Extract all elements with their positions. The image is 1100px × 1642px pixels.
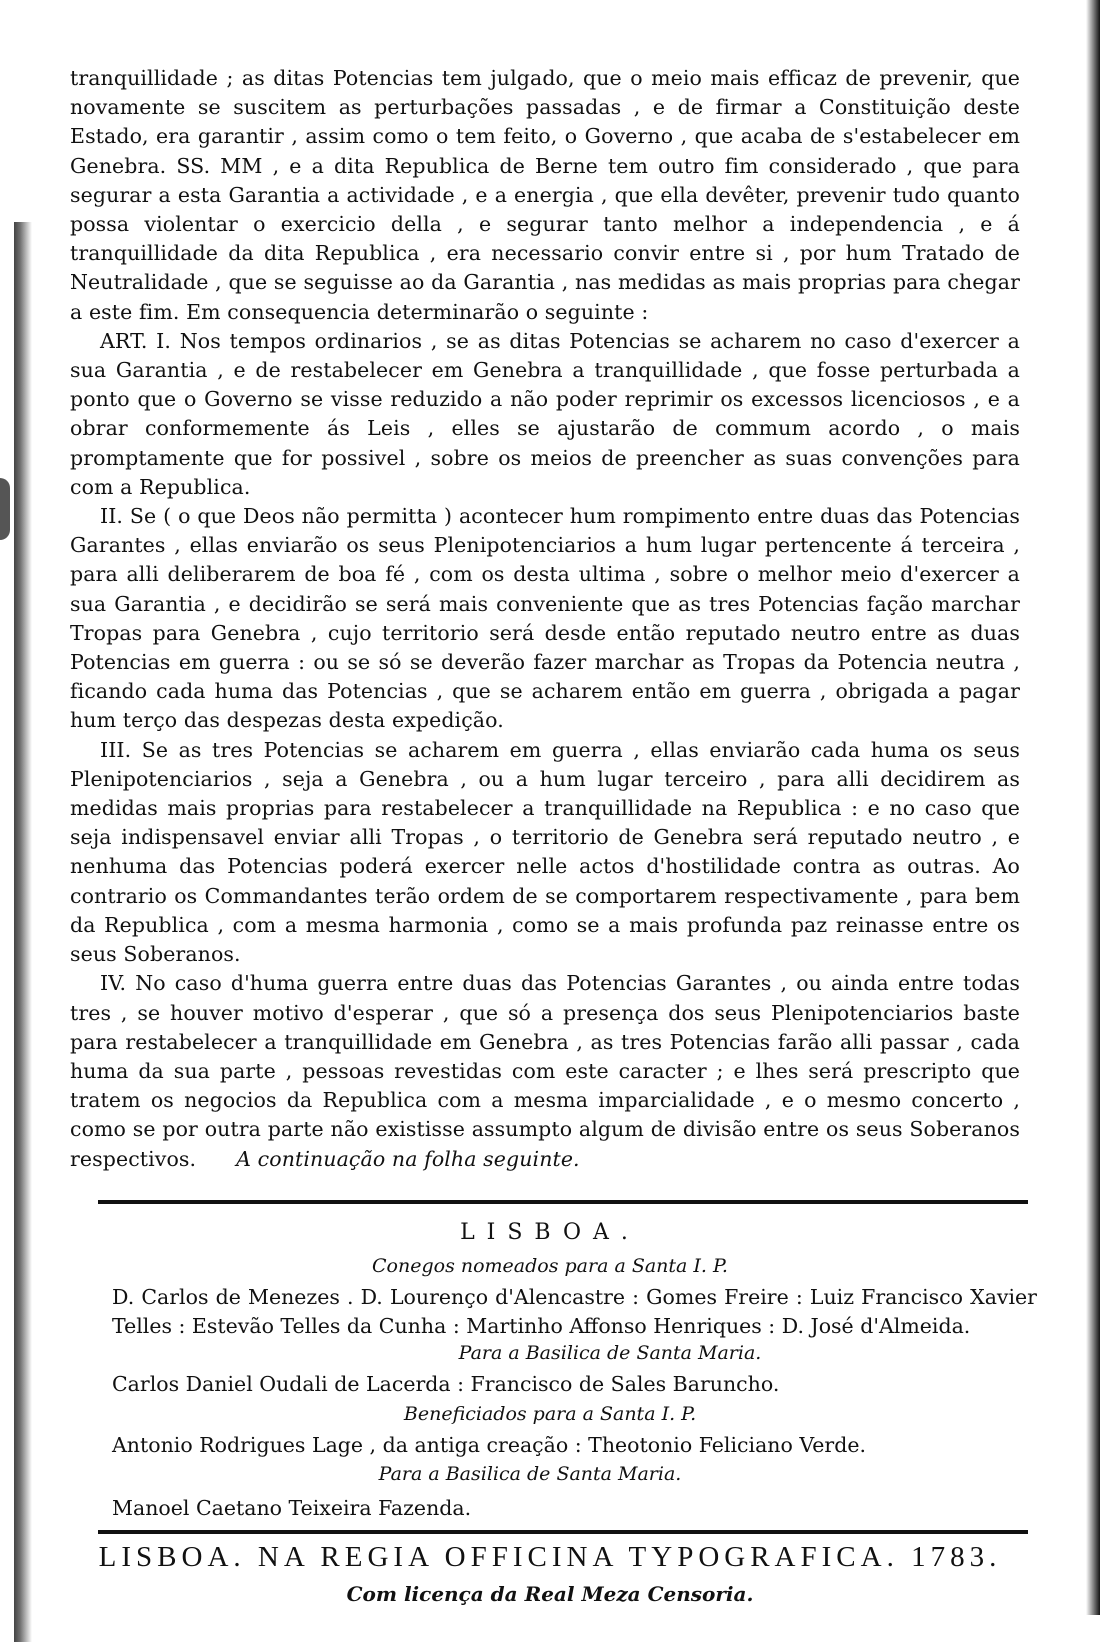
printer-imprint: LISBOA. NA REGIA OFFICINA TYPOGRAFICA. 1783. (98, 1541, 1002, 1573)
names-basilica-1: Carlos Daniel Oudali de Lacerda : Francisco de Sales Baruncho. (112, 1372, 780, 1396)
article-2: II. Se ( o que Deos não permitta ) acontecer hum rompimento entre duas das Potencias Garantes , ellas enviarão os seus Plenipotenciarios a hum lugar pertencente á terceira , para alli deliberarem de boa fé , com os desta ultima , sobre o melhor meio d'exercer a sua Garantia , e decidirão se será mais conveniente que as tres Potencias fação marchar Tropas para Genebra , cujo territorio será desde então reputado neutro entre as duas Potencias em guerra : ou se só se deverão fazer marchar as Tropas da Potencia neutra , ficando cada huma das Potencias , que se acharem então em guerra , obrigada a pagar hum terço das despezas desta expedição. (70, 504, 1020, 733)
article-1: ART. I. Nos tempos ordinarios , se as ditas Potencias se acharem no caso d'exercer a sua Garantia , e de restabelecer em Genebra a tranquillidade , que fosse perturbada a ponto que o Governo se visse reduzido a não poder reprimir os excessos licenciosos , e a obrar conformemente ás Leis , elles se ajustarão de commum acordo , o mais promptamente que for possivel , sobre os meios de preencher as suas convenções para com a Republica. (70, 328, 1020, 499)
lisboa-heading: LISBOA. (460, 1220, 640, 1245)
names-conegos: D. Carlos de Menezes . D. Lourenço d'Alencastre : Gomes Freire : Luiz Francisco Xavier Telles : Estevão Telles da Cunha : Martinho Affonso Henriques : D. José d'Almeida. (112, 1285, 1037, 1338)
article-4-text: IV. No caso d'huma guerra entre duas das Potencias Garantes , ou ainda entre todas tres , se houver motivo d'esperar , que só a presença dos seus Plenipotenciarios baste para restabelecer a tranquillidade em Genebra , as tres Potencias farão alli passar , cada huma da sua parte , pessoas revestidas com este caracter ; e lhes será prescripto que tratem os negocios da Republica com a mesma imparcialidade , e o mesmo concerto , como se por outra parte não existisse assumpto algum de divisão entre os seus Soberanos respectivos. (70, 971, 1020, 1171)
section-divider (98, 1200, 1028, 1204)
article-4 (70, 969, 1020, 1173)
footer-divider (98, 1530, 1028, 1534)
names-beneficiados: Antonio Rodrigues Lage , da antiga creação : Theotonio Feliciano Verde. (112, 1433, 866, 1457)
subheading-beneficiados: Beneficiados para a Santa I. P. (403, 1403, 697, 1425)
subheading-conegos: Conegos nomeados para a Santa I. P. (372, 1255, 728, 1277)
censorship-license: Com licença da Real Meza Censoria. (346, 1582, 754, 1606)
intro-paragraph: tranquillidade ; as ditas Potencias tem julgado, que o meio mais efficaz de prevenir, que novamente se suscitem as perturbações passadas , e de firmar a Constituição deste Estado, era garantir , assim como o tem feito, o Governo , que acaba de s'estabelecer em Genebra. SS. MM , e a dita Republica de Berne tem outro fim considerado , que para segurar a esta Garantia a actividade , e a energia , que ella devêter, prevenir tudo quanto possa violentar o exercicio della , e segurar tanto melhor a independencia , e á tranquillidade da dita Republica , era necessario convir entre si , por hum Tratado de Neutralidade , que se seguisse ao da Garantia , nas medidas as mais proprias para chegar a este fim. Em consequencia determinarão o seguinte : (70, 66, 1020, 324)
treaty-text (70, 64, 1020, 1174)
names-basilica-2: Manoel Caetano Teixeira Fazenda. (112, 1496, 472, 1520)
page-edge-border (1086, 0, 1100, 1615)
subheading-basilica-1: Para a Basilica de Santa Maria. (458, 1342, 762, 1364)
binding-mark (0, 478, 10, 540)
article-3: III. Se as tres Potencias se acharem em guerra , ellas enviarão cada huma os seus Plenipotenciarios , seja a Genebra , ou a hum lugar terceiro , para alli decidirem as medidas mais proprias para restabelecer a tranquillidade na Republica : e no caso que seja indispensavel enviar alli Tropas , o territorio de Genebra será reputado neutro , e nenhuma das Potencias poderá exercer nelle actos d'hostilidade contra as outras. Ao contrario os Commandantes terão ordem de se comportarem respectivamente , para bem da Republica , com a mesma harmonia , como se a mais profunda paz reinasse entre os seus Soberanos. (70, 737, 1020, 967)
continuation-note: A continuação na folha seguinte. (236, 1146, 580, 1171)
subheading-basilica-2: Para a Basilica de Santa Maria. (378, 1463, 682, 1485)
page-edge-shadow (14, 222, 40, 1642)
